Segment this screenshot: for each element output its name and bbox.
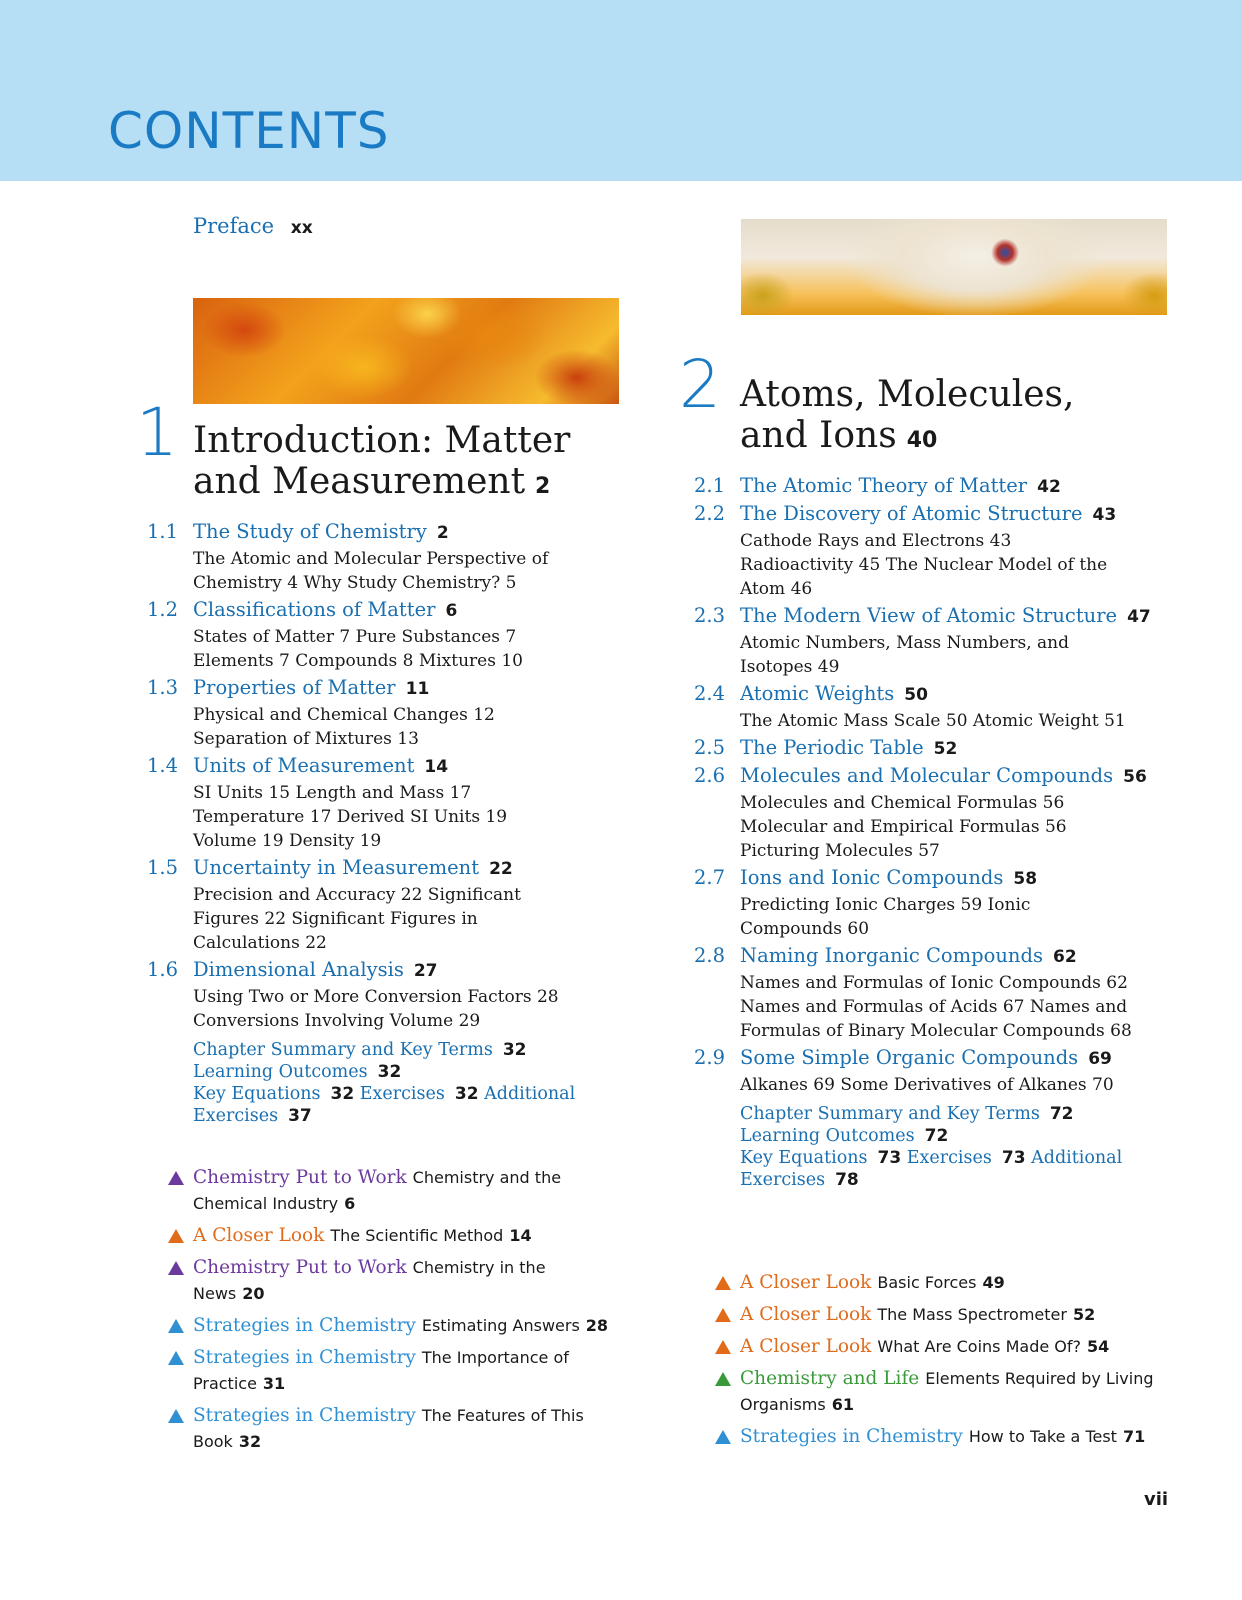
feature-title: What Are Coins Made Of? <box>877 1337 1081 1356</box>
topic-line: Names and Formulas of Acids 67 Names and <box>740 997 1128 1017</box>
triangle-icon <box>168 1409 184 1423</box>
end-matter-page: 72 <box>924 1126 949 1146</box>
end-matter-page: 32 <box>330 1084 355 1104</box>
chapter-2-sections <box>694 474 1170 1191</box>
section-heading <box>193 856 613 881</box>
chapter-page: 2 <box>535 474 551 499</box>
toc-section[interactable] <box>694 736 1170 761</box>
section-topics <box>740 971 1170 1043</box>
toc-section[interactable] <box>694 502 1170 601</box>
section-page: 42 <box>1037 477 1061 497</box>
topic-line: Conversions Involving Volume 29 <box>193 1011 481 1031</box>
section-page: 47 <box>1127 607 1151 627</box>
toc-section[interactable] <box>694 866 1170 941</box>
section-topics <box>740 709 1170 733</box>
chapter-title-line1: Introduction: Matter <box>193 420 571 461</box>
topic-line: Isotopes 49 <box>740 657 840 677</box>
feature-title: The Importance of Practice <box>193 1348 569 1393</box>
end-matter-label: Key Equations <box>193 1084 321 1104</box>
section-heading <box>740 944 1170 969</box>
end-matter-label: Learning Outcomes <box>740 1126 915 1146</box>
topic-line: Separation of Mixtures 13 <box>193 729 419 749</box>
section-number: 2.6 <box>694 764 726 787</box>
agate-mineral-photo <box>741 219 1167 315</box>
topic-line: Cathode Rays and Electrons 43 <box>740 531 1012 551</box>
section-title: The Modern View of Atomic Structure <box>740 604 1118 627</box>
feature-page: 31 <box>262 1374 286 1393</box>
feature-label: Strategies in Chemistry <box>193 1315 416 1336</box>
section-heading <box>740 866 1170 891</box>
section-page: 2 <box>436 523 449 543</box>
feature-box-entry[interactable] <box>740 1366 1170 1418</box>
feature-label: Strategies in Chemistry <box>193 1347 416 1368</box>
feature-label: Chemistry Put to Work <box>193 1257 407 1278</box>
end-matter-item[interactable] <box>740 1148 901 1168</box>
feature-box-entry[interactable] <box>193 1345 613 1397</box>
section-page: 27 <box>413 961 438 981</box>
section-heading <box>740 474 1170 499</box>
toc-section[interactable] <box>694 682 1170 733</box>
triangle-icon <box>168 1229 184 1243</box>
chapter-title-line1: Atoms, Molecules, <box>740 374 1075 415</box>
section-title: Classifications of Matter <box>193 598 436 621</box>
feature-label: A Closer Look <box>740 1336 872 1357</box>
section-number: 1.6 <box>147 958 179 981</box>
end-matter-label: Key Equations <box>740 1148 868 1168</box>
topic-line: Names and Formulas of Ionic Compounds 62 <box>740 973 1128 993</box>
triangle-icon <box>715 1276 731 1290</box>
feature-page: 14 <box>509 1226 532 1245</box>
triangle-icon <box>715 1430 731 1444</box>
toc-section[interactable] <box>147 856 613 955</box>
triangle-icon <box>168 1351 184 1365</box>
feature-box-entry[interactable] <box>193 1403 613 1455</box>
section-title: Atomic Weights <box>740 682 895 705</box>
preface-label: Preface <box>193 214 275 238</box>
end-matter-label: Learning Outcomes <box>193 1062 368 1082</box>
feature-box-entry[interactable] <box>740 1302 1170 1328</box>
topic-line: Physical and Chemical Changes 12 <box>193 705 495 725</box>
feature-page: 20 <box>242 1284 265 1303</box>
topic-line: Figures 22 Significant Figures in <box>193 909 478 929</box>
section-number: 2.4 <box>694 682 726 705</box>
preface-entry[interactable] <box>193 214 313 238</box>
section-number: 2.8 <box>694 944 726 967</box>
section-topics <box>193 781 613 853</box>
section-heading <box>193 676 613 701</box>
feature-title: The Scientific Method <box>330 1226 504 1245</box>
topic-line: Volume 19 Density 19 <box>193 831 382 851</box>
section-page: 22 <box>489 859 513 879</box>
end-matter-page: 72 <box>1049 1104 1074 1124</box>
topic-line: The Atomic and Molecular Perspective of <box>193 549 549 569</box>
toc-section[interactable] <box>147 598 613 673</box>
section-topics <box>740 1073 1170 1097</box>
chapter-number: 2 <box>679 346 721 423</box>
topic-line: Picturing Molecules 57 <box>740 841 940 861</box>
section-page: 58 <box>1013 869 1038 889</box>
topic-line: Molecules and Chemical Formulas 56 <box>740 793 1065 813</box>
feature-label: Chemistry and Life <box>740 1368 920 1389</box>
section-page: 52 <box>933 739 958 759</box>
autumn-leaves-photo <box>193 298 619 404</box>
topic-line: States of Matter 7 Pure Substances 7 <box>193 627 517 647</box>
section-heading <box>193 958 613 983</box>
topic-line: Precision and Accuracy 22 Significant <box>193 885 521 905</box>
feature-page: 54 <box>1087 1337 1110 1356</box>
section-heading <box>193 598 613 623</box>
feature-label: A Closer Look <box>193 1225 325 1246</box>
topic-line: Atomic Numbers, Mass Numbers, and <box>740 633 1069 653</box>
section-heading <box>740 1046 1170 1071</box>
triangle-icon <box>168 1319 184 1333</box>
feature-page: 52 <box>1072 1305 1096 1324</box>
chapter-2-features <box>740 1270 1170 1456</box>
toc-section[interactable] <box>147 754 613 853</box>
end-matter-item[interactable] <box>740 1126 948 1146</box>
end-matter-item[interactable] <box>907 1148 1026 1168</box>
end-matter-item[interactable] <box>193 1040 526 1060</box>
section-page: 69 <box>1088 1049 1112 1069</box>
section-number: 1.1 <box>147 520 179 543</box>
section-heading <box>193 754 613 779</box>
chapter-end-matter <box>193 1039 613 1127</box>
section-topics <box>193 703 613 751</box>
triangle-icon <box>168 1171 184 1185</box>
topic-line: SI Units 15 Length and Mass 17 <box>193 783 472 803</box>
end-matter-label: Chapter Summary and Key Terms <box>740 1104 1040 1124</box>
section-topics <box>193 883 613 955</box>
triangle-icon <box>715 1308 731 1322</box>
topic-line: Chemistry 4 Why Study Chemistry? 5 <box>193 573 517 593</box>
topic-line: Predicting Ionic Charges 59 Ionic <box>740 895 1031 915</box>
triangle-icon <box>715 1340 731 1354</box>
feature-title: The Mass Spectrometer <box>877 1305 1067 1324</box>
section-title: The Discovery of Atomic Structure <box>740 502 1083 525</box>
feature-title: The Features of This Book <box>193 1406 584 1451</box>
section-number: 2.1 <box>694 474 726 497</box>
chapter-end-matter <box>740 1103 1170 1191</box>
section-heading <box>740 502 1170 527</box>
section-title: The Periodic Table <box>740 736 924 759</box>
end-matter-label: Additional Exercises <box>193 1084 576 1126</box>
end-matter-item[interactable] <box>740 1104 1073 1124</box>
topic-line: Formulas of Binary Molecular Compounds 68 <box>740 1021 1132 1041</box>
feature-label: Strategies in Chemistry <box>740 1426 963 1447</box>
chapter-title-line2: and Measurement <box>193 461 526 502</box>
section-number: 1.5 <box>147 856 179 879</box>
end-matter-label: Exercises <box>906 1148 992 1168</box>
end-matter-page: 37 <box>288 1106 312 1126</box>
section-number: 1.4 <box>147 754 179 777</box>
section-page: 14 <box>424 757 449 777</box>
feature-box-entry[interactable] <box>740 1424 1170 1450</box>
feature-title: How to Take a Test <box>968 1427 1117 1446</box>
section-topics <box>740 529 1170 601</box>
topic-line: Atom 46 <box>740 579 813 599</box>
section-number: 2.7 <box>694 866 726 889</box>
topic-line: Elements 7 Compounds 8 Mixtures 10 <box>193 651 523 671</box>
section-number: 2.5 <box>694 736 726 759</box>
section-heading <box>193 520 613 545</box>
end-matter-page: 78 <box>835 1170 859 1190</box>
topic-line: Temperature 17 Derived SI Units 19 <box>193 807 508 827</box>
toc-section[interactable] <box>694 764 1170 863</box>
section-topics <box>193 985 613 1033</box>
chapter-title[interactable] <box>740 374 1074 461</box>
toc-section[interactable] <box>694 474 1170 499</box>
feature-label: A Closer Look <box>740 1304 872 1325</box>
end-matter-item[interactable] <box>193 1062 401 1082</box>
section-page: 6 <box>445 601 458 621</box>
end-matter-page: 73 <box>877 1148 902 1168</box>
section-topics <box>193 625 613 673</box>
end-matter-label: Chapter Summary and Key Terms <box>193 1040 493 1060</box>
feature-title: Estimating Answers <box>421 1316 580 1335</box>
section-number: 1.3 <box>147 676 179 699</box>
feature-box-entry[interactable] <box>193 1313 613 1339</box>
feature-title: Elements Required by Living Organisms <box>740 1369 1154 1414</box>
feature-page: 61 <box>831 1395 854 1414</box>
feature-label: Chemistry Put to Work <box>193 1167 407 1188</box>
section-title: Ions and Ionic Compounds <box>740 866 1004 889</box>
end-matter-page: 32 <box>377 1062 402 1082</box>
section-title: Uncertainty in Measurement <box>193 856 480 879</box>
feature-page: 49 <box>982 1273 1005 1292</box>
end-matter-page: 32 <box>502 1040 527 1060</box>
section-topics <box>193 547 613 595</box>
topic-line: Compounds 60 <box>740 919 870 939</box>
section-topics <box>740 893 1170 941</box>
feature-page: 71 <box>1122 1427 1146 1446</box>
chapter-1-features <box>193 1165 613 1461</box>
end-matter-item[interactable] <box>360 1084 479 1104</box>
chapter-page: 40 <box>906 428 938 453</box>
feature-page: 28 <box>585 1316 609 1335</box>
section-heading <box>740 682 1170 707</box>
end-matter-label: Exercises <box>359 1084 445 1104</box>
feature-box-entry[interactable] <box>740 1334 1170 1360</box>
feature-title: Chemistry in the News <box>193 1258 546 1303</box>
chapter-title-line2: and Ions <box>740 415 897 456</box>
toc-section[interactable] <box>147 958 613 1033</box>
section-number: 2.3 <box>694 604 726 627</box>
section-title: Properties of Matter <box>193 676 396 699</box>
section-title: The Atomic Theory of Matter <box>740 474 1028 497</box>
feature-page: 6 <box>344 1194 356 1213</box>
page-title: CONTENTS <box>108 102 390 160</box>
topic-line: Radioactivity 45 The Nuclear Model of the <box>740 555 1108 575</box>
page-number: vii <box>1144 1489 1169 1510</box>
feature-title: Basic Forces <box>877 1273 977 1292</box>
topic-line: Using Two or More Conversion Factors 28 <box>193 987 559 1007</box>
triangle-icon <box>715 1372 731 1386</box>
toc-section[interactable] <box>147 676 613 751</box>
section-number: 1.2 <box>147 598 179 621</box>
feature-title: Chemistry and the Chemical Industry <box>193 1168 562 1213</box>
section-page: 56 <box>1123 767 1147 787</box>
section-title: Units of Measurement <box>193 754 415 777</box>
section-topics <box>740 791 1170 863</box>
section-page: 11 <box>405 679 430 699</box>
topic-line: Calculations 22 <box>193 933 327 953</box>
toc-section[interactable] <box>694 1046 1170 1097</box>
chapter-number: 1 <box>136 394 178 471</box>
topic-line: Molecular and Empirical Formulas 56 <box>740 817 1067 837</box>
section-number: 2.2 <box>694 502 726 525</box>
section-heading <box>740 736 1170 761</box>
section-title: The Study of Chemistry <box>193 520 427 543</box>
feature-box-entry[interactable] <box>193 1165 613 1217</box>
toc-section[interactable] <box>147 520 613 595</box>
feature-box-entry[interactable] <box>740 1270 1170 1296</box>
section-title: Some Simple Organic Compounds <box>740 1046 1079 1069</box>
section-heading <box>740 764 1170 789</box>
end-matter-page: 73 <box>1001 1148 1026 1168</box>
chapter-title[interactable] <box>193 420 570 507</box>
toc-section[interactable] <box>694 944 1170 1043</box>
section-page: 62 <box>1052 947 1077 967</box>
section-topics <box>740 631 1170 679</box>
chapter-1-sections <box>147 520 613 1127</box>
section-heading <box>740 604 1170 629</box>
section-page: 43 <box>1092 505 1117 525</box>
preface-page: xx <box>290 218 313 238</box>
topic-line: The Atomic Mass Scale 50 Atomic Weight 51 <box>740 711 1126 731</box>
section-number: 2.9 <box>694 1046 726 1069</box>
section-title: Naming Inorganic Compounds <box>740 944 1043 967</box>
feature-box-entry[interactable] <box>193 1223 613 1249</box>
end-matter-page: 32 <box>454 1084 479 1104</box>
feature-box-entry[interactable] <box>193 1255 613 1307</box>
section-title: Molecules and Molecular Compounds <box>740 764 1114 787</box>
end-matter-item[interactable] <box>193 1084 354 1104</box>
triangle-icon <box>168 1261 184 1275</box>
section-page: 50 <box>904 685 928 705</box>
toc-section[interactable] <box>694 604 1170 679</box>
section-title: Dimensional Analysis <box>193 958 404 981</box>
end-matter-label: Additional Exercises <box>740 1148 1123 1190</box>
feature-page: 32 <box>238 1432 262 1451</box>
feature-label: Strategies in Chemistry <box>193 1405 416 1426</box>
topic-line: Alkanes 69 Some Derivatives of Alkanes 70 <box>740 1075 1114 1095</box>
feature-label: A Closer Look <box>740 1272 872 1293</box>
